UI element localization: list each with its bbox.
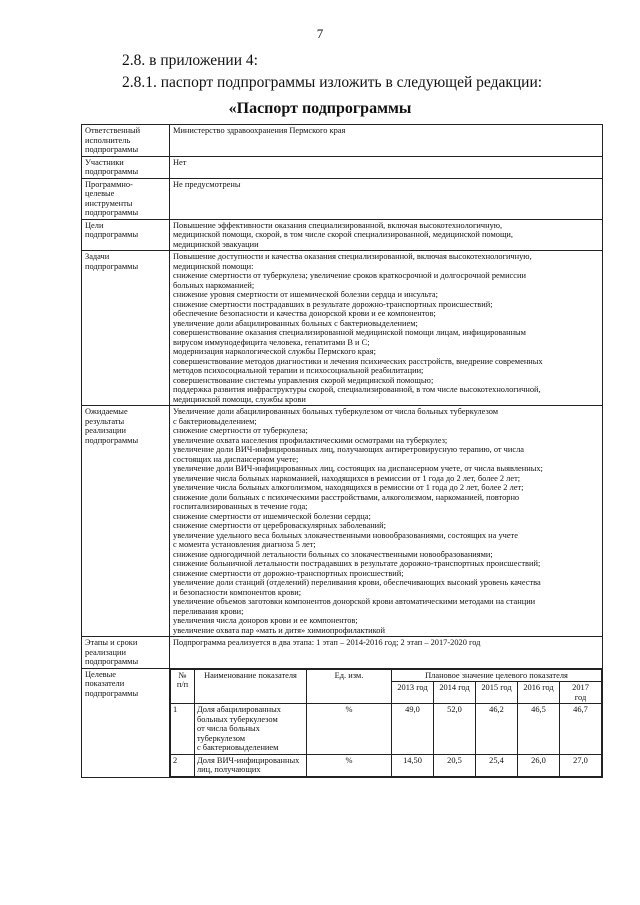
text-line: медицинской эвакуации	[173, 239, 259, 249]
indicator-value: 25,4	[476, 754, 518, 776]
text-line: Доля абацилированных	[197, 705, 281, 714]
row-label	[82, 219, 170, 251]
indicator-value: 49,0	[392, 704, 434, 755]
text-line: увеличение числа больных алкоголизмом, находящихся в ремиссии от 1 года до 2 лет, более 2 лет;	[173, 483, 524, 492]
text-line: подпрограммы	[85, 167, 139, 176]
text-line: Повышение доступности и качества оказания специализированной, включая высокотехнологичную,	[173, 252, 532, 261]
text-line: увеличение числа больных наркоманией, находящихся в ремиссии от 1 года до 2 лет, более 2 лет;	[173, 473, 521, 483]
row-value	[170, 156, 603, 178]
text-line: год	[574, 692, 587, 702]
row-responsible	[82, 125, 603, 157]
table-row	[171, 754, 602, 776]
page-number: 7	[316, 26, 324, 41]
text-line: увеличение объемов заготовки компонентов донорской крови автоматическими методами на станции	[173, 597, 536, 606]
text-line: увеличение доли абацилированных больных с бактериовыделением;	[173, 318, 418, 328]
text-line: результаты	[85, 416, 125, 426]
text-line: 2017	[572, 683, 589, 692]
indicator-value: 52,0	[434, 704, 476, 755]
row-value	[170, 251, 603, 406]
text-line: подпрограммы	[85, 261, 139, 271]
row-value	[170, 637, 603, 669]
text-line: Ответственный	[85, 126, 141, 135]
text-line: Доля ВИЧ-инфицированных	[197, 755, 300, 765]
text-line: подпрограммы	[85, 435, 139, 445]
text-line: Подпрограмма реализуется в два этапа: 1 этап – 2014-2016 год; 2 этап – 2017-2020 год	[173, 638, 481, 647]
text-line: инструменты	[85, 198, 133, 208]
text-line: Повышение эффективности оказания специализированной, включая высокотехнологичную,	[173, 220, 503, 230]
text-line: снижение больничной летальности пострадавших в результате дорожно-транспортных происшествий;	[173, 559, 541, 568]
text-line: увеличение удельного веса больных злокачественными новообразованиями, состоящих на учете	[173, 530, 518, 540]
text-line: увеличение доли ВИЧ-инфицированных лиц, состоящих на диспансерном учете, от числа выявленных;	[173, 464, 543, 473]
indicator-value: 46,2	[476, 704, 518, 755]
text-line: реализации	[85, 426, 126, 435]
text-line: с момента установления диагноза 5 лет;	[173, 540, 316, 549]
row-value	[170, 406, 603, 637]
text-line: целевые	[85, 189, 115, 198]
indicator-value: 20,5	[434, 754, 476, 776]
text-line: больных наркоманией;	[173, 280, 255, 290]
row-label	[82, 178, 170, 219]
text-line: 2016 год	[523, 683, 554, 692]
header-plan-value: Плановое значение целевого показателя	[392, 669, 602, 682]
text-line: Нет	[173, 157, 187, 167]
text-line: 2014 год	[439, 683, 470, 692]
row-tasks	[82, 251, 603, 406]
text-line: снижение смертности пострадавших в результате дорожно-транспортных происшествий;	[173, 299, 493, 309]
text-line: Программно-	[85, 179, 133, 189]
text-line: обеспечение безопасности и качества донорской крови и ее компонентов;	[173, 309, 436, 318]
header-year	[392, 682, 434, 704]
text-line: лиц, получающих	[197, 765, 261, 774]
text-line: Министерство здравоохранения Пермского края	[173, 126, 346, 135]
text-line: медицинской помощи, службы крови	[173, 394, 306, 404]
text-line: вирусом иммунодефицита человека, гепатитами В и С;	[173, 337, 370, 347]
text-line: увеличение охвата пар «мать и дитя» химиопрофилактикой	[173, 625, 385, 635]
indicators-header-row	[171, 669, 602, 682]
text-line: исполнитель	[85, 135, 131, 145]
text-line: реализации	[85, 647, 126, 657]
text-line: снижение смертности от туберкулеза;	[173, 426, 308, 435]
text-line: увеличение доли станций (отделений) переливания крови, обеспечивающих высокий уровень качества	[173, 578, 541, 587]
passport-table	[81, 124, 603, 778]
text-line: совершенствование методов диагностики и лечения психических расстройств, внедрение современных	[173, 356, 543, 366]
row-label	[82, 156, 170, 178]
row-label	[82, 637, 170, 669]
text-line: №	[178, 670, 187, 680]
header-number	[171, 669, 195, 704]
row-instruments	[82, 178, 603, 219]
row-goals	[82, 219, 603, 251]
text-line: увеличение охвата населения профилактическими осмотрами на туберкулез;	[173, 435, 448, 445]
row-label	[82, 406, 170, 637]
text-line: больных туберкулезом	[197, 714, 278, 724]
text-line: переливания крови;	[173, 606, 244, 616]
text-line: 2015 год	[481, 683, 512, 692]
text-line: от числа больных	[197, 724, 260, 733]
text-line: Цели	[85, 220, 104, 230]
text-line: увеличение доли ВИЧ-инфицированных лиц, получающих антиретровирусную терапию, от числа	[173, 445, 524, 454]
indicator-name	[195, 704, 307, 755]
header-indicator-name: Наименование показателя	[195, 669, 307, 704]
text-line: совершенствование системы управления скорой медицинской помощью;	[173, 375, 434, 385]
row-results	[82, 406, 603, 637]
text-line: госпитализированных в течение года;	[173, 502, 308, 511]
indicator-value: 14,50	[392, 754, 434, 776]
indicator-unit: %	[307, 754, 392, 776]
text-line: снижение доли больных с психическими расстройствами, алкоголизмом, наркоманией, повторно	[173, 492, 520, 502]
row-stages	[82, 637, 603, 669]
text-line: модернизация наркологической службы Пермского края;	[173, 347, 376, 356]
header-year	[476, 682, 518, 704]
text-line: Участники	[85, 157, 124, 167]
indicator-value: 27,0	[560, 754, 602, 776]
text-line: Этапы и сроки	[85, 638, 138, 647]
text-line: и безопасности компонентов крови;	[173, 587, 302, 597]
text-line: Целевые	[85, 669, 116, 679]
text-line: подпрограммы	[85, 208, 139, 217]
text-line: подпрограммы	[85, 688, 139, 698]
text-line: показатели	[85, 679, 125, 688]
text-line: подпрограммы	[85, 145, 139, 154]
text-line: снижение смертности от туберкулеза; увеличение сроков краткосрочной и долгосрочной ремиссии	[173, 271, 526, 280]
text-line: медицинской помощи, скорой, в том числе скорой специализированной, медицинской помощи,	[173, 230, 513, 239]
indicator-name	[195, 754, 307, 776]
row-participants	[82, 156, 603, 178]
indicator-number: 1	[171, 704, 195, 755]
text-line: медицинской помощи:	[173, 261, 254, 271]
row-label	[82, 668, 170, 777]
row-value	[170, 668, 603, 777]
text-line: подпрограммы	[85, 230, 139, 239]
text-line: Задачи	[85, 252, 110, 261]
text-line: Не предусмотрены	[173, 179, 241, 189]
text-line: снижение смертности от цереброваскулярных заболеваний;	[173, 521, 386, 530]
text-line: поддержка развития инфраструктуры скорой, специализированной, в том числе высокотехнологичной,	[173, 385, 541, 394]
text-line: снижение смертности от ишемической болезни сердца;	[173, 511, 371, 521]
indicator-value: 46,5	[518, 704, 560, 755]
text-line: снижение одногодичной летальности больных со злокачественными новообразованиями;	[173, 549, 493, 559]
indicator-value: 46,7	[560, 704, 602, 755]
text-line: Ожидаемые	[85, 407, 128, 416]
text-line: снижение смертности от дорожно-транспортных происшествий;	[173, 568, 404, 578]
table-row	[171, 704, 602, 755]
row-label	[82, 251, 170, 406]
text-line: состоящих на диспансерном учете;	[173, 454, 299, 464]
header-year	[434, 682, 476, 704]
header-unit: Ед. изм.	[307, 669, 392, 704]
text-line: туберкулезом	[197, 733, 246, 743]
text-line: совершенствование оказания специализированной медицинской помощи лицам, инфицированным	[173, 328, 526, 337]
indicator-number: 2	[171, 754, 195, 776]
text-line: снижение уровня смертности от ишемической болезни сердца и инсульта;	[173, 290, 438, 299]
indicator-value: 26,0	[518, 754, 560, 776]
indicator-unit: %	[307, 704, 392, 755]
document-title: «Паспорт подпрограммы	[228, 100, 412, 117]
text-line: с бактериовыделением;	[173, 416, 257, 426]
indicators-table	[170, 669, 602, 777]
text-line: с бактериовыделением	[197, 743, 279, 752]
row-value	[170, 178, 603, 219]
text-line: 2013 год	[397, 683, 428, 692]
text-line: Увеличение доли абацилированных больных туберкулезом от числа больных туберкулезом	[173, 407, 499, 416]
section-subheading: 2.8.1. паспорт подпрограммы изложить в следующей редакции:	[122, 74, 543, 91]
text-line: подпрограммы	[85, 657, 139, 666]
section-heading: 2.8. в приложении 4:	[122, 52, 258, 69]
row-label	[82, 125, 170, 157]
row-value	[170, 125, 603, 157]
text-line: увеличения числа доноров крови и ее компонентов;	[173, 616, 358, 625]
header-year	[560, 682, 602, 704]
text-line: методов психосоциальной терапии и психосоциальной реабилитации;	[173, 366, 424, 375]
text-line: п/п	[176, 680, 189, 689]
row-value	[170, 219, 603, 251]
header-year	[518, 682, 560, 704]
row-indicators	[82, 668, 603, 777]
